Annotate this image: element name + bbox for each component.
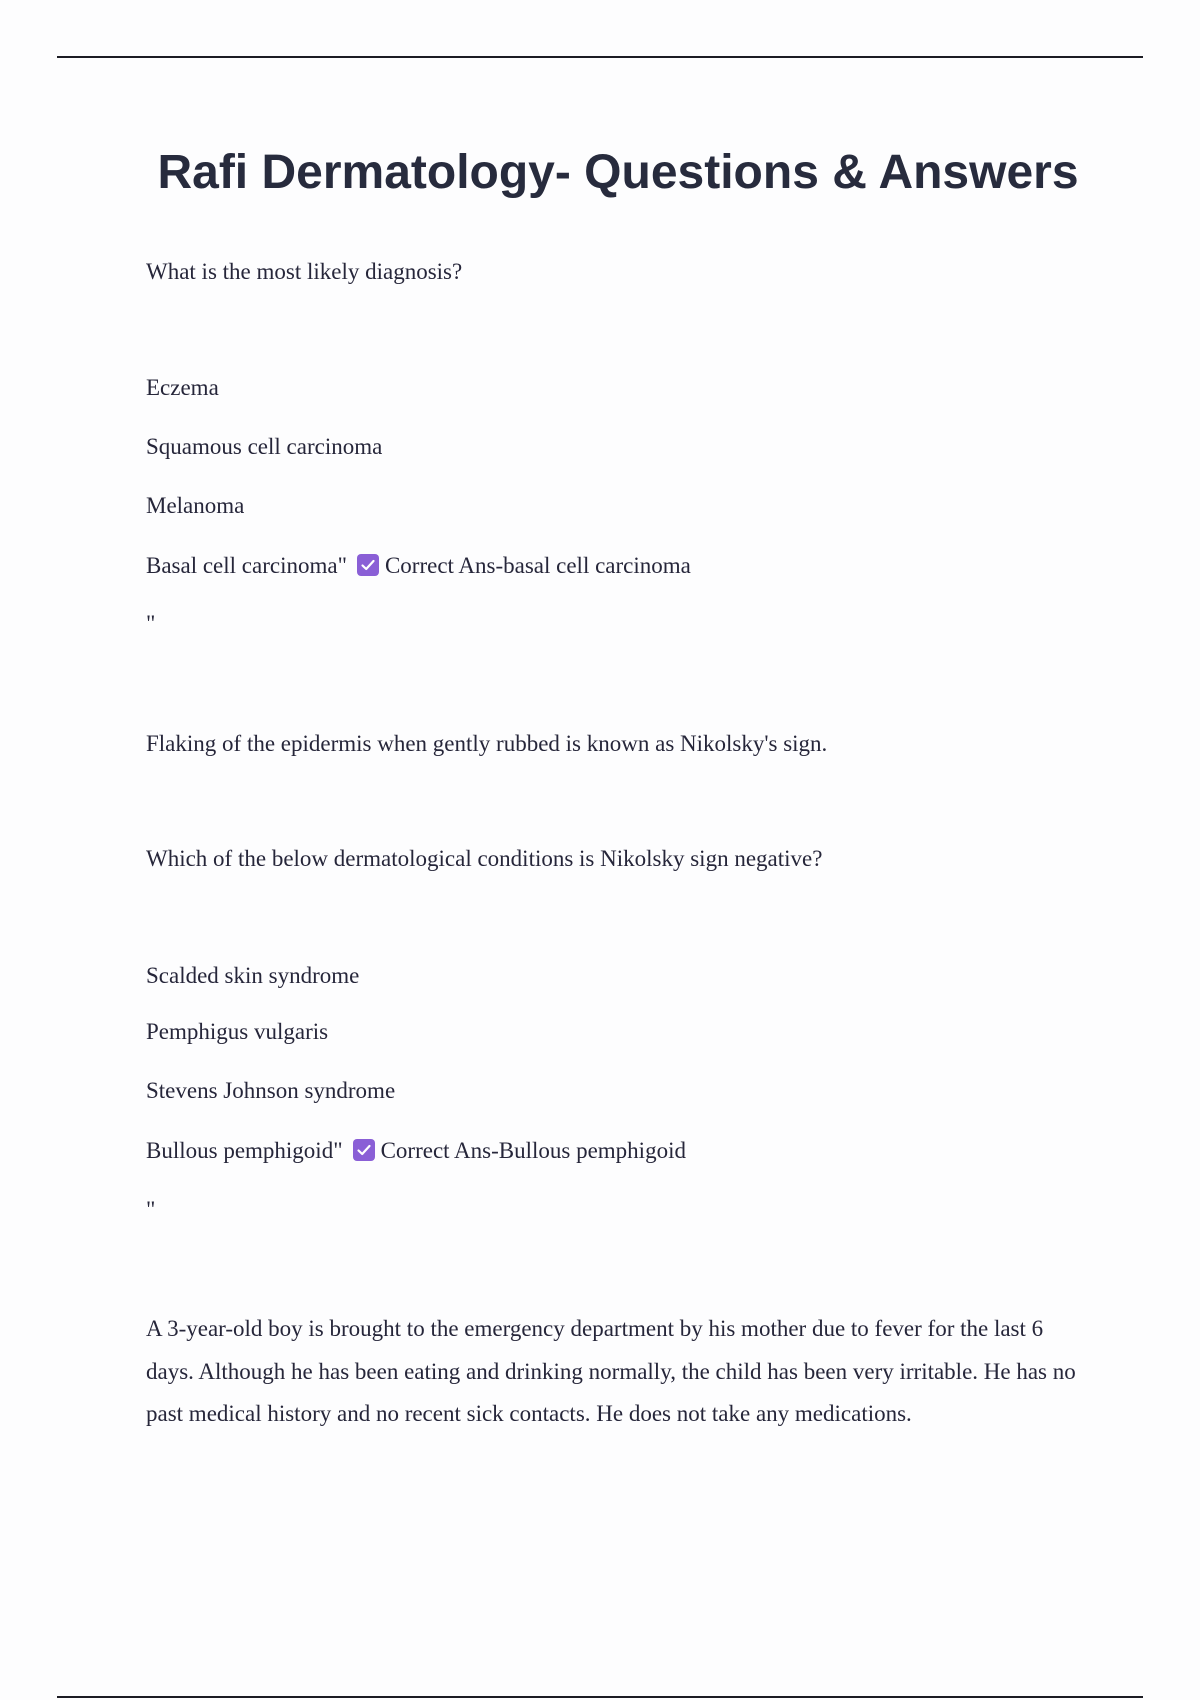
q2-answer: Correct Ans-Bullous pemphigoid	[380, 1138, 686, 1163]
checkbox-checked-icon	[357, 554, 379, 576]
page-title: Rafi Dermatology- Questions & Answers	[157, 146, 1079, 199]
q2-closing-quote: "	[146, 1197, 156, 1222]
q2-question: Which of the below dermatological conditions is Nikolsky sign negative?	[146, 846, 823, 871]
q1-option-4-with-answer	[146, 550, 691, 582]
q2-option-1: Scalded skin syndrome	[146, 963, 360, 988]
q1-answer: Correct Ans-basal cell carcinoma	[384, 553, 691, 578]
checkbox-checked-icon	[353, 1139, 375, 1161]
q2-option-4: Bullous pemphigoid"	[146, 1138, 343, 1163]
q3-stem: A 3-year-old boy is brought to the emergency department by his mother due to fever for the last 6 days. Although he has been eating and drinking normally, the child has been very irritable. He has no past medical history and no recent sick contacts. He does not take any medications.	[146, 1316, 1076, 1426]
q1-option-2: Squamous cell carcinoma	[146, 434, 383, 459]
q1-option-3: Melanoma	[146, 493, 245, 518]
q2-statement: Flaking of the epidermis when gently rubbed is known as Nikolsky's sign.	[146, 731, 828, 756]
q1-option-1: Eczema	[146, 375, 219, 400]
q1-option-4: Basal cell carcinoma"	[146, 553, 347, 578]
bottom-divider	[57, 1696, 1143, 1698]
q2-option-2: Pemphigus vulgaris	[146, 1019, 329, 1044]
q1-closing-quote: "	[146, 611, 156, 636]
top-divider	[57, 56, 1143, 58]
q2-option-3: Stevens Johnson syndrome	[146, 1078, 396, 1103]
q2-option-4-with-answer	[146, 1135, 686, 1167]
q1-question: What is the most likely diagnosis?	[146, 259, 463, 284]
